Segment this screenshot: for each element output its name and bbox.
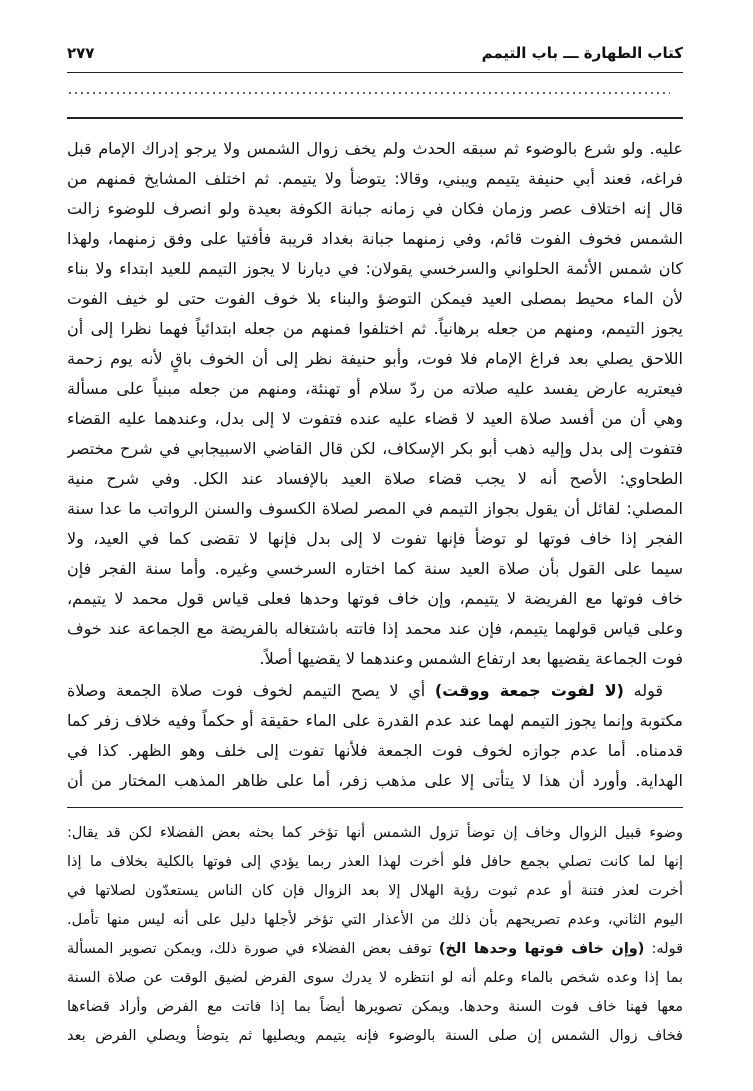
footnote-line: اليوم الثاني، وعدم تصريحهم بأن ذلك من الأعذار التي تؤخر لأجلها دليل على أنه ليس منها تأمل. <box>67 912 683 928</box>
text-run: قوله <box>623 681 664 700</box>
text-line: قال إنه اختلاف عصر وزمان فكان في زمانه جبانة الكوفة بعيدة ولو انصرف للوضوء زالت <box>67 199 683 218</box>
running-header-title: كتاب الطهارة ـــ باب التيمم <box>481 44 683 62</box>
text-line: وهي أن من أفسد صلاة العيد لا قضاء عليه عنده فتفوت لا إلى بدل، وعندهما عليه القضاء <box>67 409 683 428</box>
footnote-line <box>67 935 683 964</box>
text-top-rule <box>67 117 683 119</box>
text-line: المصلي: لقائل أن يقول بجواز التيمم في المصر لصلاة الكسوف والسنن الرواتب ما عدا سنة <box>67 499 683 518</box>
text-run: قوله: <box>644 941 683 957</box>
quoted-matn: (وإن خاف فوتها وحدها الخ) <box>438 941 645 957</box>
text-run: توقف بعض الفضلاء في صورة ذلك، ويمكن تصوير المسألة <box>67 941 439 957</box>
footnote-line: فخاف زوال الشمس إن صلى السنة بالوضوء فإنه يتيمم ويصليها ثم يتوضأ ويصلي الفرض بعد <box>67 1028 683 1044</box>
footnote-line: بما إذا وعده شخص بالماء وعلم أنه لو انتظره لا يدرك سوى الفرض لضيق الوقت عن صلاة السنة <box>67 970 683 986</box>
text-line: فتفوت إلى بدل وإليه ذهب أبو بكر الإسكاف، لكن قال القاضي الاسبيجابي في شرح مختصر <box>67 439 683 458</box>
text-line: وعلى قياس قولهما يتيمم، فإن عند محمد إذا فاتته باشتغاله بالفريضة مع الجماعة عند خوف <box>67 619 683 638</box>
text-line: خاف فوتها مع الفريضة لا يتيمم، وإن خاف فوتها وحدها فعلى قياس قول محمد لا يتيمم، <box>67 589 683 608</box>
text-line: الفجر إذا خاف فوتها لو توضأ فإنها تفوت لا إلى بدل فإنها لا تقضى كما في العيد، ولا <box>67 529 683 548</box>
text-line: فراغه، فعند أبي حنيفة يتيمم ويبني، وقالا: يتوضأ ولا يتيمم. ثم اختلف المشايخ فمنهم من <box>67 169 683 188</box>
main-text <box>67 134 683 796</box>
page-number: ٢٧٧ <box>67 44 95 62</box>
text-line: فوت الجماعة يقضيها بعد ارتفاع الشمس وعندهما لا يقضيها أصلاً. <box>259 649 683 668</box>
footnote-separator <box>67 807 683 808</box>
text-line: لأن الماء محيط بمصلى العيد فيمكن التوضؤ والبناء بلا خوف الفوت حتى لو خيف الفوت <box>67 289 683 308</box>
dotted-separator <box>67 90 670 100</box>
text-line: الهداية. وأورد أن هذا لا يتأتى إلا على مذهب زفر، أما على ظاهر المذهب المختار من أن <box>67 771 683 790</box>
paragraph-1 <box>67 134 683 674</box>
text-run: أي لا يصح التيمم لخوف فوت صلاة الجمعة وصلاة <box>67 681 435 700</box>
text-line: سيما على القول بأن صلاة العيد سنة كما اختاره السرخسي وغيره. وأما سنة الفجر فإن <box>67 559 683 578</box>
footnote-text <box>67 819 683 1051</box>
quoted-matn: (لا لفوت جمعة ووقت) <box>434 681 624 700</box>
text-line <box>67 676 683 706</box>
footnote-line: معها فهنا خاف فوت السنة وحدها. ويمكن تصويرها أيضاً بما إذا فاتت مع الفرض وأراد قضاءها <box>67 999 683 1015</box>
header-rule <box>67 72 683 73</box>
text-line: قدمناه. أما عدم جوازه لخوف فوت الجمعة فلأنها تفوت إلى خلف وهو الظهر. كذا في <box>67 741 683 760</box>
footnote-line: وضوء قبيل الزوال وخاف إن توضأ تزول الشمس أنها تؤخر كما بحثه بعض الفضلاء لكن قد يقال: <box>67 825 683 841</box>
footnote-line: أخرت لعذر فتنة أو عدم ثبوت رؤية الهلال إلا بعد الزوال فإن كان الناس يستعدّون لصلاتها في <box>67 883 683 899</box>
text-line: فيعتريه عارض يفسد عليه صلاته من ردّ سلام أو تهنئة، ومنهم من جعله مبنياً على مسألة <box>67 379 683 398</box>
text-line: مكتوبة وإنما يجوز التيمم لهما عند عدم القدرة على الماء حقيقة أو حكماً وفيه خلاف زفر كما <box>67 711 683 730</box>
text-line: الطحاوي: الأصح أنه لا يجب قضاء صلاة العيد بالإفساد عند الكل. وفي شرح منية <box>67 469 683 488</box>
text-line: عليه. ولو شرع بالوضوء ثم سبقه الحدث ولم يخف زوال الشمس ولا يرجو إدراك الإمام قبل <box>67 139 683 158</box>
text-line: كان شمس الأئمة الحلواني والسرخسي يقولان: في ديارنا لا يجوز التيمم للعيد ابتداء ولا بناء <box>67 259 683 278</box>
footnote-line: إنها لما كانت تصلي بجمع حافل فلو أخرت لهذا العذر ربما يؤدي إلى فوتها بالكلية بخلاف ما إذا <box>67 854 683 870</box>
text-line: اللاحق يصلي بعد فراغ الإمام فلا فوت، وأبو حنيفة نظر إلى أن الخوف باقٍ لأنه يوم زحمة <box>67 349 683 368</box>
text-line: يجوز التيمم، ومنهم من جعله برهانياً. ثم اختلفوا فمنهم من جعله ابتدائياً فهما نظرا إلى أن <box>67 319 683 338</box>
text-line: الشمس فخوف الفوت قائم، وفي زمنهما جبانة بغداد قريبة فأفتيا على وفق زمنهما، ولهذا <box>67 229 683 248</box>
